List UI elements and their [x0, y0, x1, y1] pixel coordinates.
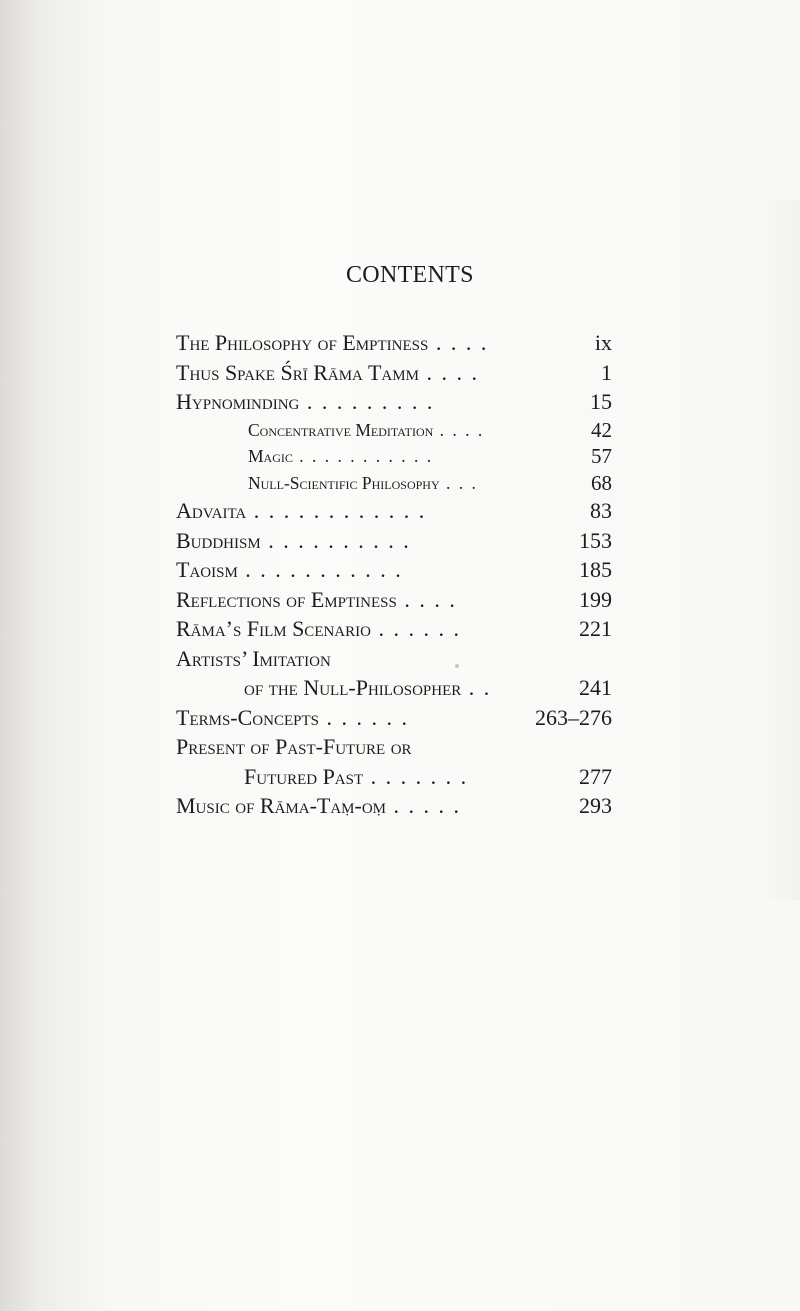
toc-entry-title: Terms-Concepts [176, 704, 319, 730]
toc-entry-page: 153 [579, 527, 612, 553]
toc-entry [176, 358, 612, 388]
toc-entry-title: Buddhism [176, 527, 261, 553]
toc-leader-dots: . . . . . . . [363, 763, 469, 789]
toc-entry-title: Null-Scientific Philosophy [248, 472, 440, 493]
toc-entry-page: 241 [579, 675, 612, 700]
toc-leader-dots: . . [461, 675, 492, 700]
toc-leader-dots: . . . . [418, 359, 479, 385]
toc-leader-dots: . . . . . . . . . . . . [246, 498, 427, 523]
toc-entry-page: ix [594, 330, 612, 355]
toc-entry [176, 703, 612, 733]
toc-leader-dots: . . . . [396, 586, 457, 612]
toc-entry-page: 83 [590, 498, 612, 523]
toc-entry-page: 1 [601, 359, 612, 385]
toc-entry [176, 328, 612, 358]
toc-leader-dots: . . . . . . [370, 616, 461, 641]
toc-entry [176, 387, 612, 417]
toc-subentry [176, 417, 612, 444]
toc-entry-page: 293 [579, 793, 612, 818]
toc-leader-dots: . . . . [433, 419, 485, 440]
toc-entry-title: Hypnominding [176, 389, 300, 414]
toc-entry-title: Reflections of Emptiness [176, 586, 397, 612]
toc-leader-dots: . . . [439, 472, 478, 493]
toc-entry-title: Present of Past-Future or [176, 734, 412, 759]
toc-leader-dots: . . . . . . [318, 704, 409, 730]
toc-entry-title: Rāma’s Film Scenario [176, 616, 371, 641]
toc-subentry [176, 443, 612, 470]
toc-entry-page: 263–276 [535, 704, 612, 730]
toc-entry-page: 199 [579, 586, 612, 612]
contents-heading-text: CONTENTS [346, 262, 474, 288]
toc-entry [176, 732, 612, 762]
toc-leader-dots: . . . . . . . . . . . [292, 446, 434, 466]
toc-entry [176, 791, 612, 821]
toc-entry-title: Magic [248, 446, 293, 466]
toc-entry-page: 185 [579, 557, 612, 582]
toc-entry-page: 42 [591, 417, 612, 442]
toc-entry-continuation [176, 762, 612, 792]
toc-entry [176, 614, 612, 644]
toc-entry-title: Advaita [176, 498, 247, 523]
toc-entry-continuation [176, 673, 612, 703]
toc-entry-page: 68 [591, 470, 612, 495]
toc-entry-page: 57 [591, 444, 612, 468]
toc-entry [176, 555, 612, 585]
toc-entry-title: Thus Spake Śrī Rāma Tamm [176, 359, 419, 385]
toc-subentry [176, 470, 612, 497]
toc-entry-title: Futured Past [244, 763, 364, 789]
toc-entry-title: The Philosophy of Emptiness [176, 330, 429, 355]
toc-entry-title: of the Null-Philosopher [244, 675, 462, 700]
toc-leader-dots: . . . . . . . . . . [260, 527, 411, 553]
table-of-contents [176, 328, 612, 821]
toc-entry [176, 585, 612, 615]
paper-speck [455, 664, 459, 668]
page-edge-shadow [760, 200, 800, 900]
toc-entry-title: Taoism [176, 557, 238, 582]
toc-entry-page: 277 [579, 763, 612, 789]
toc-entry [176, 644, 612, 674]
toc-entry [176, 526, 612, 556]
toc-entry [176, 496, 612, 526]
toc-leader-dots: . . . . [428, 330, 489, 355]
toc-entry-title: Music of Rāma-Taṃ-oṃ [176, 793, 387, 818]
toc-leader-dots: . . . . . . . . . . . [237, 557, 403, 582]
toc-entry-title: Artists’ Imitation [176, 645, 331, 671]
toc-entry-title: Concentrative Meditation [248, 419, 434, 440]
toc-leader-dots: . . . . . . . . . [299, 389, 435, 414]
toc-entry-page: 221 [579, 616, 612, 641]
toc-entry-page: 15 [590, 389, 612, 414]
toc-leader-dots: . . . . . [386, 793, 462, 818]
